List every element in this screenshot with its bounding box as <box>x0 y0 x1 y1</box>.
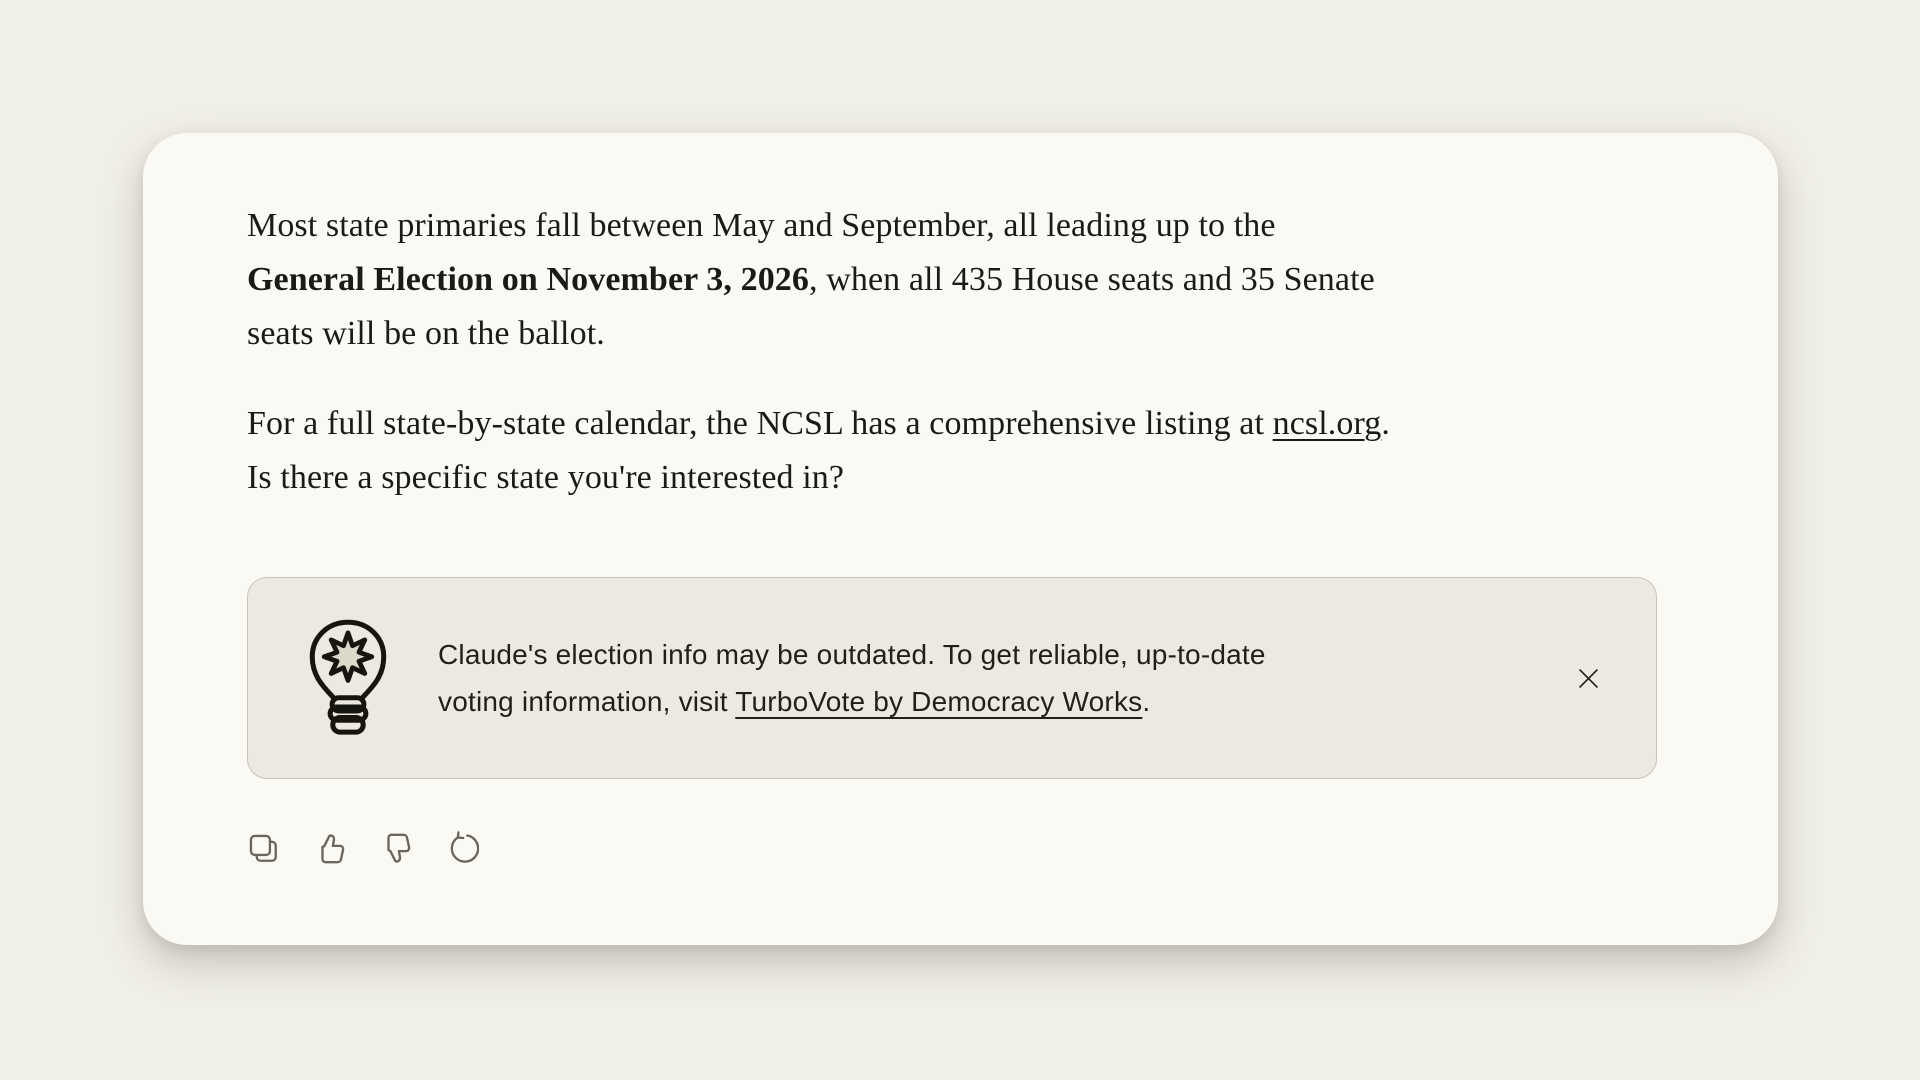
text-run: , when all 435 House seats and 35 Senate <box>809 261 1375 298</box>
ncsl-link[interactable]: ncsl.org <box>1272 405 1382 442</box>
text-run: seats will be on the ballot. <box>247 315 605 352</box>
thumbs-down-button[interactable] <box>378 831 413 866</box>
text-run: . <box>1142 686 1151 717</box>
text-run: Is there a specific state you're interested in? <box>247 459 845 496</box>
copy-icon <box>246 831 281 866</box>
thumbs-up-button[interactable] <box>312 831 347 866</box>
retry-icon <box>444 831 479 866</box>
retry-button[interactable] <box>444 831 479 866</box>
notice-close-button[interactable] <box>1566 656 1610 700</box>
text-run: Most state primaries fall between May and September, all leading up to the <box>247 207 1276 244</box>
text-run: Claude's election info may be outdated. To get reliable, up-to-date <box>438 639 1266 670</box>
text-run: voting information, visit <box>438 686 736 717</box>
message-paragraph <box>247 397 1677 505</box>
thumbs-down-icon <box>378 831 413 866</box>
thumbs-up-icon <box>312 831 347 866</box>
message-paragraph <box>247 199 1677 361</box>
message-text <box>247 199 1677 505</box>
copy-button[interactable] <box>246 831 281 866</box>
close-icon <box>1575 665 1602 692</box>
text-run: . <box>1381 405 1391 442</box>
text-run: For a full state-by-state calendar, the NCSL has a comprehensive listing at <box>247 405 1273 442</box>
message-actions <box>246 831 1674 866</box>
bold-text: General Election on November 3, 2026 <box>247 261 810 298</box>
assistant-message-card <box>143 133 1778 945</box>
lightbulb-star-icon <box>303 617 393 739</box>
turbovote-link[interactable]: TurboVote by Democracy Works <box>735 686 1143 717</box>
notice-text <box>438 631 1266 725</box>
election-info-notice <box>247 577 1657 779</box>
